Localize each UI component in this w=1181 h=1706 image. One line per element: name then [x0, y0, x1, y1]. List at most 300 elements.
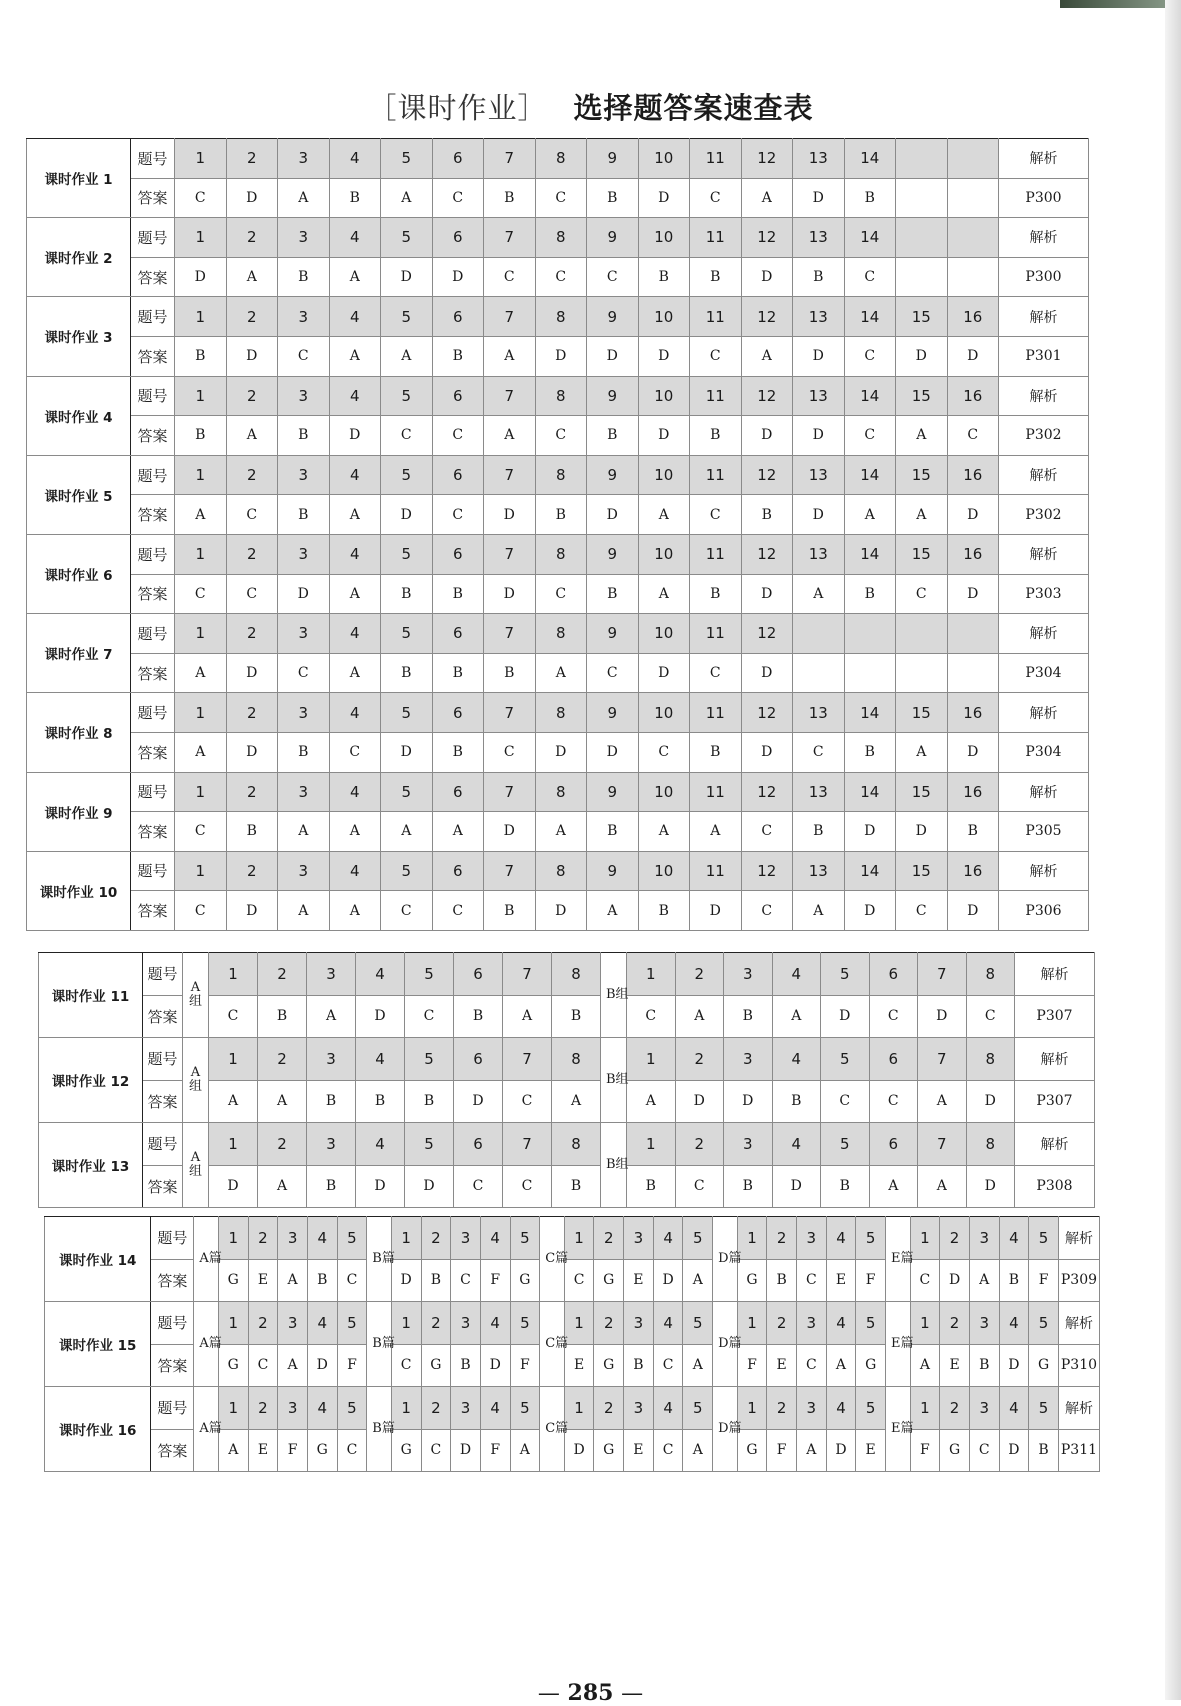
answer-cell: G: [737, 1259, 767, 1302]
section-label: D篇: [713, 1217, 738, 1302]
question-number: 2: [940, 1217, 970, 1260]
question-number: 7: [484, 297, 536, 337]
answer-cell: D: [535, 732, 587, 772]
question-number: 14: [844, 455, 896, 495]
answer-cell: B: [552, 995, 601, 1038]
answer-cell: A: [918, 1080, 967, 1123]
answer-cell: B: [484, 653, 536, 693]
question-number: 8: [535, 534, 587, 574]
question-number: 4: [329, 772, 381, 812]
question-number: 2: [226, 851, 278, 891]
answer-cell: C: [896, 891, 948, 931]
answer-cell: C: [432, 416, 484, 456]
answer-cell: C: [381, 891, 433, 931]
question-number: [896, 218, 948, 258]
homework-name: 课时作业 7: [27, 614, 131, 693]
answer-label: 答案: [131, 257, 175, 297]
answer-cell: [844, 653, 896, 693]
question-number: 5: [337, 1302, 367, 1345]
table-row: [27, 218, 1089, 258]
analysis-label: 解析: [999, 297, 1089, 337]
answer-cell: C: [821, 1080, 870, 1123]
table-row: [27, 653, 1089, 693]
question-number: 10: [638, 218, 690, 258]
question-number: 3: [624, 1387, 654, 1430]
table-row: [27, 732, 1089, 772]
question-number: 11: [690, 455, 742, 495]
question-number: 1: [209, 1123, 258, 1166]
answer-cell: D: [587, 495, 639, 535]
answer-cell: A: [278, 1259, 308, 1302]
question-number: 4: [356, 953, 405, 996]
homework-name: 课时作业 8: [27, 693, 131, 772]
answer-cell: A: [329, 812, 381, 852]
question-number: 3: [796, 1217, 826, 1260]
answer-cell: C: [690, 178, 742, 218]
answer-cell: D: [793, 178, 845, 218]
question-number: 4: [329, 534, 381, 574]
answer-label: 答案: [143, 995, 183, 1038]
section-label: D篇: [713, 1302, 738, 1387]
question-number: 10: [638, 139, 690, 179]
question-number: 7: [484, 455, 536, 495]
homework-name: 课时作业 11: [39, 953, 143, 1038]
answer-cell: A: [329, 574, 381, 614]
answer-cell: D: [638, 336, 690, 376]
homework-name: 课时作业 4: [27, 376, 131, 455]
question-number: 11: [690, 218, 742, 258]
question-number: 1: [910, 1387, 940, 1430]
question-number: 5: [821, 1038, 870, 1081]
question-number: 5: [856, 1387, 886, 1430]
answer-cell: B: [638, 257, 690, 297]
section-label: B篇: [367, 1387, 392, 1472]
question-number: 3: [278, 1217, 308, 1260]
answer-cell: C: [535, 416, 587, 456]
question-number: 10: [638, 455, 690, 495]
answer-cell: E: [248, 1429, 278, 1472]
answer-cell: A: [793, 891, 845, 931]
answer-cell: G: [218, 1259, 248, 1302]
answer-cell: C: [175, 574, 227, 614]
question-number: 4: [307, 1217, 337, 1260]
answer-cell: A: [381, 336, 433, 376]
answer-cell: A: [638, 812, 690, 852]
question-number: 14: [844, 772, 896, 812]
question-number: 6: [454, 1123, 503, 1166]
question-number: 2: [767, 1217, 797, 1260]
question-number: 1: [175, 297, 227, 337]
question-number-label: 题号: [131, 772, 175, 812]
section-label: B篇: [367, 1302, 392, 1387]
question-number: 12: [741, 693, 793, 733]
answer-cell: C: [278, 653, 330, 693]
answer-cell: C: [484, 257, 536, 297]
question-number: 6: [432, 297, 484, 337]
question-number: 1: [175, 693, 227, 733]
question-number: 5: [381, 139, 433, 179]
answer-cell: D: [209, 1165, 258, 1208]
question-number-label: 题号: [151, 1217, 194, 1260]
answer-cell: C: [966, 995, 1015, 1038]
answer-cell: B: [947, 812, 999, 852]
answer-cell: D: [535, 891, 587, 931]
question-number: 11: [690, 851, 742, 891]
question-number: 1: [910, 1217, 940, 1260]
question-number: 5: [381, 693, 433, 733]
answer-cell: C: [454, 1165, 503, 1208]
answer-cell: C: [248, 1344, 278, 1387]
analysis-page: P303: [999, 574, 1089, 614]
question-number: 2: [675, 1038, 724, 1081]
answer-cell: B: [690, 574, 742, 614]
question-number: 6: [432, 139, 484, 179]
question-number: 1: [175, 772, 227, 812]
answer-cell: [896, 653, 948, 693]
answer-cell: G: [1029, 1344, 1059, 1387]
answer-cell: B: [587, 178, 639, 218]
question-number: 2: [675, 1123, 724, 1166]
table-row: [27, 812, 1089, 852]
answer-cell: A: [535, 653, 587, 693]
question-number: 2: [594, 1387, 624, 1430]
question-number: 15: [896, 376, 948, 416]
answer-cell: A: [638, 574, 690, 614]
answer-cell: B: [432, 336, 484, 376]
group-b-label: B组: [601, 953, 627, 1038]
question-number: 13: [793, 693, 845, 733]
answer-cell: D: [675, 1080, 724, 1123]
question-number: 8: [535, 772, 587, 812]
question-number-label: 题号: [143, 953, 183, 996]
question-number: 5: [856, 1302, 886, 1345]
question-number: 2: [675, 953, 724, 996]
answer-cell: A: [690, 812, 742, 852]
answer-cell: E: [624, 1259, 654, 1302]
question-number: 11: [690, 693, 742, 733]
question-number: 9: [587, 693, 639, 733]
question-number: 4: [826, 1387, 856, 1430]
question-number: 5: [1029, 1302, 1059, 1345]
question-number: 2: [226, 534, 278, 574]
question-number: 16: [947, 534, 999, 574]
question-number: 3: [451, 1217, 481, 1260]
answer-cell: A: [329, 891, 381, 931]
answer-cell: A: [535, 812, 587, 852]
question-number: 7: [503, 953, 552, 996]
question-number: 9: [587, 139, 639, 179]
answer-cell: F: [1029, 1259, 1059, 1302]
analysis-page: P305: [999, 812, 1089, 852]
question-number-label: 题号: [131, 218, 175, 258]
answer-cell: B: [844, 178, 896, 218]
answer-cell: C: [484, 732, 536, 772]
answer-cell: D: [278, 574, 330, 614]
answer-cell: D: [999, 1429, 1029, 1472]
question-number: 5: [405, 1038, 454, 1081]
question-number: 9: [587, 297, 639, 337]
analysis-label: 解析: [1058, 1302, 1099, 1345]
answer-cell: A: [484, 416, 536, 456]
answer-cell: E: [940, 1344, 970, 1387]
question-number: 4: [772, 1038, 821, 1081]
answer-cell: B: [844, 732, 896, 772]
question-number: 4: [772, 953, 821, 996]
question-number: 6: [454, 1038, 503, 1081]
question-number: 9: [587, 534, 639, 574]
answer-cell: B: [484, 178, 536, 218]
answer-cell: C: [451, 1259, 481, 1302]
question-number: 1: [737, 1302, 767, 1345]
answer-cell: B: [999, 1259, 1029, 1302]
answer-cell: G: [594, 1344, 624, 1387]
answer-cell: B: [278, 416, 330, 456]
answer-cell: C: [226, 574, 278, 614]
question-number: 6: [432, 534, 484, 574]
question-number: 10: [638, 376, 690, 416]
question-number: 7: [484, 851, 536, 891]
question-number: 7: [484, 218, 536, 258]
question-number: 5: [1029, 1387, 1059, 1430]
answer-cell: A: [969, 1259, 999, 1302]
answer-cell: A: [381, 812, 433, 852]
answer-cell: [947, 257, 999, 297]
question-number: 5: [381, 218, 433, 258]
question-number: 4: [307, 1302, 337, 1345]
question-number: 4: [329, 139, 381, 179]
answer-cell: D: [226, 178, 278, 218]
answer-cell: C: [175, 891, 227, 931]
answer-cell: A: [432, 812, 484, 852]
answer-cell: D: [484, 812, 536, 852]
answer-cell: D: [381, 495, 433, 535]
answer-cell: B: [969, 1344, 999, 1387]
page-number-dash-left: —: [537, 1681, 560, 1706]
question-number: 6: [432, 693, 484, 733]
answer-cell: A: [209, 1080, 258, 1123]
question-number: 4: [307, 1387, 337, 1430]
answer-cell: A: [226, 416, 278, 456]
answer-label: 答案: [131, 416, 175, 456]
question-number: 16: [947, 376, 999, 416]
answer-cell: D: [741, 574, 793, 614]
question-number-label: 题号: [151, 1387, 194, 1430]
answer-cell: A: [329, 653, 381, 693]
question-number: 4: [999, 1217, 1029, 1260]
answer-cell: A: [329, 495, 381, 535]
question-number: 8: [535, 693, 587, 733]
answer-cell: F: [480, 1259, 510, 1302]
answer-cell: F: [480, 1429, 510, 1472]
question-number: 1: [209, 953, 258, 996]
answer-cell: A: [683, 1344, 713, 1387]
section-label: A篇: [194, 1217, 219, 1302]
analysis-label: 解析: [999, 455, 1089, 495]
answer-cell: B: [381, 574, 433, 614]
page-edge: [1165, 0, 1181, 1700]
table-row: [39, 1038, 1095, 1081]
analysis-label: 解析: [999, 614, 1089, 654]
question-number: 1: [175, 455, 227, 495]
question-number: 2: [940, 1302, 970, 1345]
question-number: 7: [918, 1038, 967, 1081]
answer-cell: C: [432, 495, 484, 535]
answer-cell: B: [1029, 1429, 1059, 1472]
answer-cell: C: [587, 257, 639, 297]
answer-cell: E: [767, 1344, 797, 1387]
question-number: 3: [278, 139, 330, 179]
answer-cell: F: [910, 1429, 940, 1472]
question-number: 7: [484, 139, 536, 179]
question-number: 1: [391, 1387, 421, 1430]
question-number-label: 题号: [131, 297, 175, 337]
question-number: 11: [690, 772, 742, 812]
answer-cell: G: [737, 1429, 767, 1472]
section-label: C篇: [540, 1302, 565, 1387]
question-number: 5: [821, 953, 870, 996]
answer-table-14-16: [44, 1216, 1100, 1472]
analysis-page: P304: [999, 653, 1089, 693]
question-number: 10: [638, 297, 690, 337]
question-number-label: 题号: [143, 1038, 183, 1081]
question-number: 6: [432, 614, 484, 654]
question-number: 4: [356, 1123, 405, 1166]
answer-cell: A: [638, 495, 690, 535]
question-number: 13: [793, 851, 845, 891]
question-number: 13: [793, 139, 845, 179]
answer-cell: C: [587, 653, 639, 693]
answer-cell: E: [856, 1429, 886, 1472]
answer-cell: C: [503, 1080, 552, 1123]
answer-cell: B: [767, 1259, 797, 1302]
answer-table-11-13: [38, 952, 1095, 1208]
answer-cell: A: [226, 257, 278, 297]
question-number: 8: [552, 953, 601, 996]
group-a-label: A组: [183, 953, 209, 1038]
question-number: 3: [278, 1387, 308, 1430]
answer-cell: A: [278, 812, 330, 852]
answer-cell: A: [896, 732, 948, 772]
question-number: 3: [278, 218, 330, 258]
answer-cell: C: [535, 257, 587, 297]
answer-cell: A: [175, 732, 227, 772]
answer-cell: C: [844, 336, 896, 376]
section-label: C篇: [540, 1217, 565, 1302]
answer-cell: D: [772, 1165, 821, 1208]
homework-name: 课时作业 12: [39, 1038, 143, 1123]
answer-cell: A: [826, 1344, 856, 1387]
question-number-label: 题号: [131, 851, 175, 891]
question-number: 3: [796, 1302, 826, 1345]
analysis-label: 解析: [1058, 1217, 1099, 1260]
question-number: 5: [856, 1217, 886, 1260]
homework-name: 课时作业 15: [45, 1302, 151, 1387]
question-number: 5: [683, 1302, 713, 1345]
question-number: 3: [278, 455, 330, 495]
answer-cell: G: [218, 1344, 248, 1387]
question-number: 9: [587, 614, 639, 654]
answer-cell: C: [741, 891, 793, 931]
question-number: [896, 139, 948, 179]
answer-cell: F: [737, 1344, 767, 1387]
answer-cell: A: [741, 178, 793, 218]
answer-cell: G: [594, 1429, 624, 1472]
question-number: 3: [969, 1217, 999, 1260]
answer-cell: G: [856, 1344, 886, 1387]
question-number: 2: [421, 1217, 451, 1260]
table-row: [39, 953, 1095, 996]
answer-cell: D: [381, 732, 433, 772]
table-row: [27, 891, 1089, 931]
table-row: [27, 772, 1089, 812]
answer-cell: B: [278, 732, 330, 772]
answer-cell: A: [381, 178, 433, 218]
question-number: 3: [624, 1302, 654, 1345]
answer-cell: B: [307, 1259, 337, 1302]
answer-cell: D: [226, 732, 278, 772]
answer-cell: B: [278, 257, 330, 297]
answer-cell: B: [638, 891, 690, 931]
question-number: 9: [587, 455, 639, 495]
question-number-label: 题号: [131, 455, 175, 495]
question-number: 3: [307, 953, 356, 996]
section-label: E篇: [886, 1302, 911, 1387]
analysis-page: P311: [1058, 1429, 1099, 1472]
question-number: 10: [638, 772, 690, 812]
answer-cell: B: [226, 812, 278, 852]
section-label: D篇: [713, 1387, 738, 1472]
answer-cell: D: [826, 1429, 856, 1472]
answer-cell: A: [175, 495, 227, 535]
answer-cell: C: [741, 812, 793, 852]
question-number: 3: [451, 1387, 481, 1430]
answer-cell: A: [218, 1429, 248, 1472]
question-number: 6: [432, 851, 484, 891]
answer-cell: F: [510, 1344, 540, 1387]
answer-label: 答案: [131, 574, 175, 614]
answer-cell: B: [821, 1165, 870, 1208]
answer-cell: A: [503, 995, 552, 1038]
question-number: 13: [793, 376, 845, 416]
homework-name: 课时作业 1: [27, 139, 131, 218]
question-number: 2: [767, 1387, 797, 1430]
question-number: 2: [226, 376, 278, 416]
question-number: 1: [627, 953, 676, 996]
question-number: 10: [638, 534, 690, 574]
question-number: 3: [307, 1038, 356, 1081]
question-number: 15: [896, 693, 948, 733]
question-number: 1: [391, 1302, 421, 1345]
question-number: 5: [821, 1123, 870, 1166]
answer-cell: B: [175, 336, 227, 376]
question-number-label: 题号: [131, 376, 175, 416]
answer-cell: F: [767, 1429, 797, 1472]
question-number: 2: [248, 1302, 278, 1345]
answer-cell: C: [564, 1259, 594, 1302]
answer-cell: D: [381, 257, 433, 297]
question-number: 2: [226, 297, 278, 337]
section-label: E篇: [886, 1387, 911, 1472]
answer-cell: C: [969, 1429, 999, 1472]
answer-cell: C: [896, 574, 948, 614]
question-number: 2: [226, 693, 278, 733]
answer-cell: C: [690, 653, 742, 693]
question-number: 3: [278, 534, 330, 574]
question-number: 4: [826, 1302, 856, 1345]
answer-cell: A: [896, 495, 948, 535]
question-number: 2: [421, 1387, 451, 1430]
question-number: 3: [969, 1387, 999, 1430]
